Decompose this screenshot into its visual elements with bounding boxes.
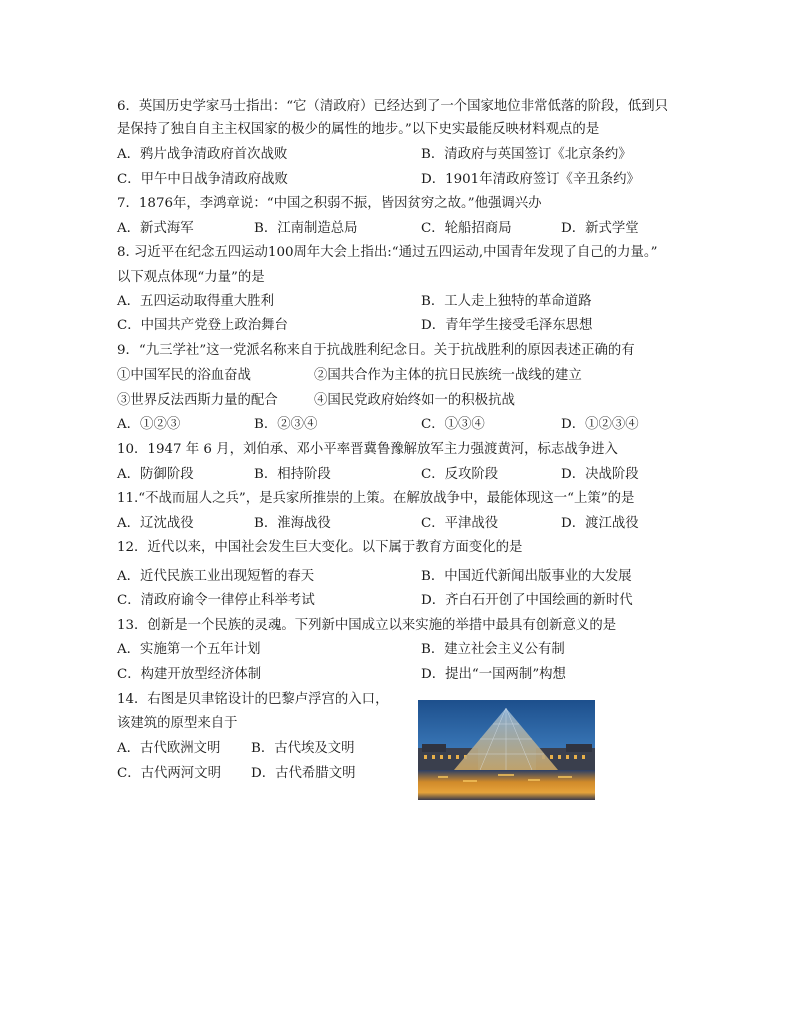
louvre-pyramid-photo <box>418 700 595 800</box>
q9-option-a: A．①②③ <box>117 417 181 432</box>
q6-option-c: C．甲午中日战争清政府战败 <box>117 172 288 187</box>
q11-option-d: D．渡江战役 <box>561 516 639 531</box>
q10-option-d: D．决战阶段 <box>561 467 639 482</box>
q8-option-c: C．中国共产党登上政治舞台 <box>117 318 288 333</box>
q8-stem-line1: 8. 习近平在纪念五四运动100周年大会上指出:“通过五四运动,中国青年发现了自己的力量。” <box>117 245 658 260</box>
q6-option-a: A．鸦片战争清政府首次战败 <box>117 147 288 162</box>
q6-option-d: D．1901年清政府签订《辛丑条约》 <box>421 172 640 187</box>
q14-stem-line2: 该建筑的原型来自于 <box>117 716 238 731</box>
q7-option-a: A．新式海军 <box>117 221 194 236</box>
q9-option-b: B．②③④ <box>254 417 318 432</box>
q13-option-a: A．实施第一个五年计划 <box>117 642 261 657</box>
q7-stem: 7．1876年，李鸿章说：“中国之积弱不振，皆因贫穷之故。”他强调兴办 <box>117 196 542 211</box>
q12-option-b: B．中国近代新闻出版事业的大发展 <box>421 569 632 584</box>
q11-stem: 11.“不战而屈人之兵”，是兵家所推崇的上策。在解放战争中，最能体现这一“上策”的是 <box>117 491 635 506</box>
q12-option-a: A．近代民族工业出现短暂的春天 <box>117 569 315 584</box>
q14-option-a: A．古代欧洲文明 <box>117 741 221 756</box>
q9-statement-4: ④国民党政府始终如一的积极抗战 <box>314 393 515 408</box>
q9-statement-2: ②国共合作为主体的抗日民族统一战线的建立 <box>314 368 582 383</box>
q12-option-c: C．清政府谕令一律停止科举考试 <box>117 593 315 608</box>
q13-stem: 13．创新是一个民族的灵魂。下列新中国成立以来实施的举措中最具有创新意义的是 <box>117 618 617 633</box>
q11-option-c: C．平津战役 <box>421 516 499 531</box>
q9-option-d: D．①②③④ <box>561 417 639 432</box>
q12-option-d: D．齐白石开创了中国绘画的新时代 <box>421 593 633 608</box>
q6-option-b: B．清政府与英国签订《北京条约》 <box>421 147 632 162</box>
q13-option-d: D．提出“一国两制”构想 <box>421 667 566 682</box>
q7-option-d: D．新式学堂 <box>561 221 639 236</box>
q9-option-c: C．①③④ <box>421 417 485 432</box>
q6-stem-line1: 6．英国历史学家马士指出：“它（清政府）已经达到了一个国家地位非常低落的阶段，低到只 <box>117 99 668 114</box>
q8-stem-line2: 以下观点体现“力量”的是 <box>117 270 265 285</box>
q13-option-b: B．建立社会主义公有制 <box>421 642 565 657</box>
q7-option-c: C．轮船招商局 <box>421 221 512 236</box>
q13-option-c: C．构建开放型经济体制 <box>117 667 262 682</box>
q8-option-b: B．工人走上独特的革命道路 <box>421 294 592 309</box>
q7-option-b: B．江南制造总局 <box>254 221 358 236</box>
q10-option-c: C．反攻阶段 <box>421 467 499 482</box>
q8-option-d: D．青年学生接受毛泽东思想 <box>421 318 593 333</box>
q10-option-a: A．防御阶段 <box>117 467 194 482</box>
q12-stem: 12．近代以来，中国社会发生巨大变化。以下属于教育方面变化的是 <box>117 540 523 555</box>
q11-option-b: B．淮海战役 <box>254 516 331 531</box>
q9-statement-1: ①中国军民的浴血奋战 <box>117 368 251 383</box>
q10-stem: 10．1947 年 6 月，刘伯承、邓小平率晋冀鲁豫解放军主力强渡黄河，标志战争进入 <box>117 442 618 457</box>
q14-option-c: C．古代两河文明 <box>117 766 221 781</box>
q9-stem: 9．“九三学社”这一党派名称来自于抗战胜利纪念日。关于抗战胜利的原因表述正确的有 <box>117 343 635 358</box>
q14-option-d: D．古代希腊文明 <box>251 766 356 781</box>
q11-option-a: A．辽沈战役 <box>117 516 194 531</box>
q6-stem-line2: 是保持了独自自主主权国家的极少的属性的地步。”以下史实最能反映材料观点的是 <box>117 122 600 137</box>
q9-statement-3: ③世界反法西斯力量的配合 <box>117 393 278 408</box>
q10-option-b: B．相持阶段 <box>254 467 331 482</box>
q14-stem-line1: 14．右图是贝聿铭设计的巴黎卢浮宫的入口， <box>117 692 389 707</box>
q14-option-b: B．古代埃及文明 <box>251 741 355 756</box>
q8-option-a: A．五四运动取得重大胜利 <box>117 294 274 309</box>
